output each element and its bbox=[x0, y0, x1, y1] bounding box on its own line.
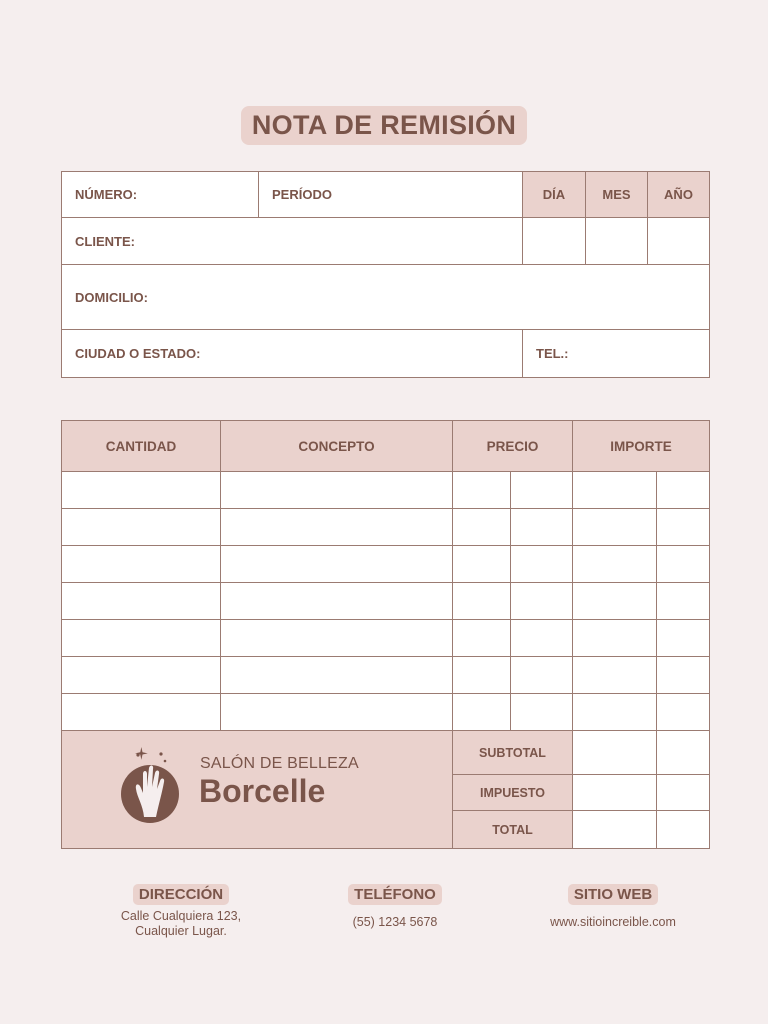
dia-cell[interactable] bbox=[523, 218, 586, 265]
footer-direccion bbox=[101, 884, 261, 939]
mes-cell[interactable] bbox=[586, 218, 648, 265]
precio-cents-cell[interactable] bbox=[511, 620, 573, 657]
precio-cell[interactable] bbox=[453, 546, 511, 583]
anio-cell[interactable] bbox=[648, 218, 710, 265]
hand-logo-icon bbox=[119, 747, 181, 823]
impuesto-label: IMPUESTO bbox=[453, 775, 573, 811]
precio-cell[interactable] bbox=[453, 694, 511, 731]
impuesto-value[interactable] bbox=[573, 775, 657, 811]
concepto-cell[interactable] bbox=[221, 472, 453, 509]
direccion-label: DIRECCIÓN bbox=[133, 884, 229, 905]
precio-cell[interactable] bbox=[453, 509, 511, 546]
cantidad-cell[interactable] bbox=[62, 620, 221, 657]
importe-cell[interactable] bbox=[573, 694, 657, 731]
subtotal-label: SUBTOTAL bbox=[453, 731, 573, 775]
cantidad-cell[interactable] bbox=[62, 546, 221, 583]
importe-cents-cell[interactable] bbox=[657, 583, 710, 620]
cantidad-cell[interactable] bbox=[62, 583, 221, 620]
concepto-cell[interactable] bbox=[221, 657, 453, 694]
precio-cents-cell[interactable] bbox=[511, 694, 573, 731]
subtotal-value[interactable] bbox=[573, 731, 657, 775]
table-row bbox=[62, 657, 710, 694]
precio-cell[interactable] bbox=[453, 583, 511, 620]
importe-cents-cell[interactable] bbox=[657, 509, 710, 546]
importe-cents-cell[interactable] bbox=[657, 694, 710, 731]
concepto-cell[interactable] bbox=[221, 694, 453, 731]
importe-cell[interactable] bbox=[573, 583, 657, 620]
title-wrap bbox=[0, 106, 768, 145]
ciudad-field[interactable]: CIUDAD O ESTADO: bbox=[62, 330, 523, 378]
precio-cell[interactable] bbox=[453, 620, 511, 657]
table-row bbox=[62, 509, 710, 546]
total-cents[interactable] bbox=[657, 811, 710, 849]
cantidad-cell[interactable] bbox=[62, 657, 221, 694]
importe-cell[interactable] bbox=[573, 546, 657, 583]
importe-cents-cell[interactable] bbox=[657, 546, 710, 583]
footer-telefono bbox=[315, 884, 475, 930]
total-label: TOTAL bbox=[453, 811, 573, 849]
direccion-line1: Calle Cualquiera 123, bbox=[120, 909, 242, 923]
mes-header: MES bbox=[586, 172, 648, 218]
brand-name: Borcelle bbox=[199, 773, 326, 809]
importe-cents-cell[interactable] bbox=[657, 472, 710, 509]
importe-cell[interactable] bbox=[573, 620, 657, 657]
table-row bbox=[62, 583, 710, 620]
info-table bbox=[61, 171, 710, 378]
importe-cents-cell[interactable] bbox=[657, 657, 710, 694]
importe-header: IMPORTE bbox=[573, 421, 710, 472]
cliente-field[interactable]: CLIENTE: bbox=[62, 218, 523, 265]
concepto-cell[interactable] bbox=[221, 509, 453, 546]
table-row bbox=[62, 694, 710, 731]
footer-web bbox=[533, 884, 693, 930]
precio-cents-cell[interactable] bbox=[511, 546, 573, 583]
impuesto-cents[interactable] bbox=[657, 775, 710, 811]
importe-cell[interactable] bbox=[573, 657, 657, 694]
cantidad-cell[interactable] bbox=[62, 694, 221, 731]
concepto-cell[interactable] bbox=[221, 583, 453, 620]
web-label: SITIO WEB bbox=[568, 884, 658, 905]
cantidad-cell[interactable] bbox=[62, 472, 221, 509]
items-table bbox=[61, 420, 710, 849]
cantidad-cell[interactable] bbox=[62, 509, 221, 546]
web-value[interactable]: www.sitioincreible.com bbox=[550, 915, 676, 929]
telefono-label: TELÉFONO bbox=[348, 884, 442, 905]
precio-header: PRECIO bbox=[453, 421, 573, 472]
importe-cell[interactable] bbox=[573, 509, 657, 546]
precio-cell[interactable] bbox=[453, 472, 511, 509]
precio-cents-cell[interactable] bbox=[511, 472, 573, 509]
anio-header: AÑO bbox=[648, 172, 710, 218]
precio-cell[interactable] bbox=[453, 657, 511, 694]
numero-field[interactable]: NÚMERO: bbox=[62, 172, 259, 218]
direccion-line2: Cualquier Lugar. bbox=[135, 924, 227, 938]
telefono-value: (55) 1234 5678 bbox=[352, 915, 438, 929]
precio-cents-cell[interactable] bbox=[511, 657, 573, 694]
total-value[interactable] bbox=[573, 811, 657, 849]
precio-cents-cell[interactable] bbox=[511, 509, 573, 546]
tel-field[interactable]: TEL.: bbox=[523, 330, 710, 378]
brand-subtitle: SALÓN DE BELLEZA bbox=[200, 755, 359, 772]
concepto-cell[interactable] bbox=[221, 546, 453, 583]
cantidad-header: CANTIDAD bbox=[62, 421, 221, 472]
importe-cell[interactable] bbox=[573, 472, 657, 509]
subtotal-cents[interactable] bbox=[657, 731, 710, 775]
precio-cents-cell[interactable] bbox=[511, 583, 573, 620]
domicilio-field[interactable]: DOMICILIO: bbox=[62, 265, 710, 330]
importe-cents-cell[interactable] bbox=[657, 620, 710, 657]
periodo-field[interactable]: PERÍODO bbox=[259, 172, 523, 218]
table-row bbox=[62, 620, 710, 657]
table-row bbox=[62, 472, 710, 509]
page-title: NOTA DE REMISIÓN bbox=[241, 106, 527, 145]
dia-header: DÍA bbox=[523, 172, 586, 218]
concepto-header: CONCEPTO bbox=[221, 421, 453, 472]
concepto-cell[interactable] bbox=[221, 620, 453, 657]
brand-block bbox=[62, 731, 453, 849]
table-row bbox=[62, 546, 710, 583]
